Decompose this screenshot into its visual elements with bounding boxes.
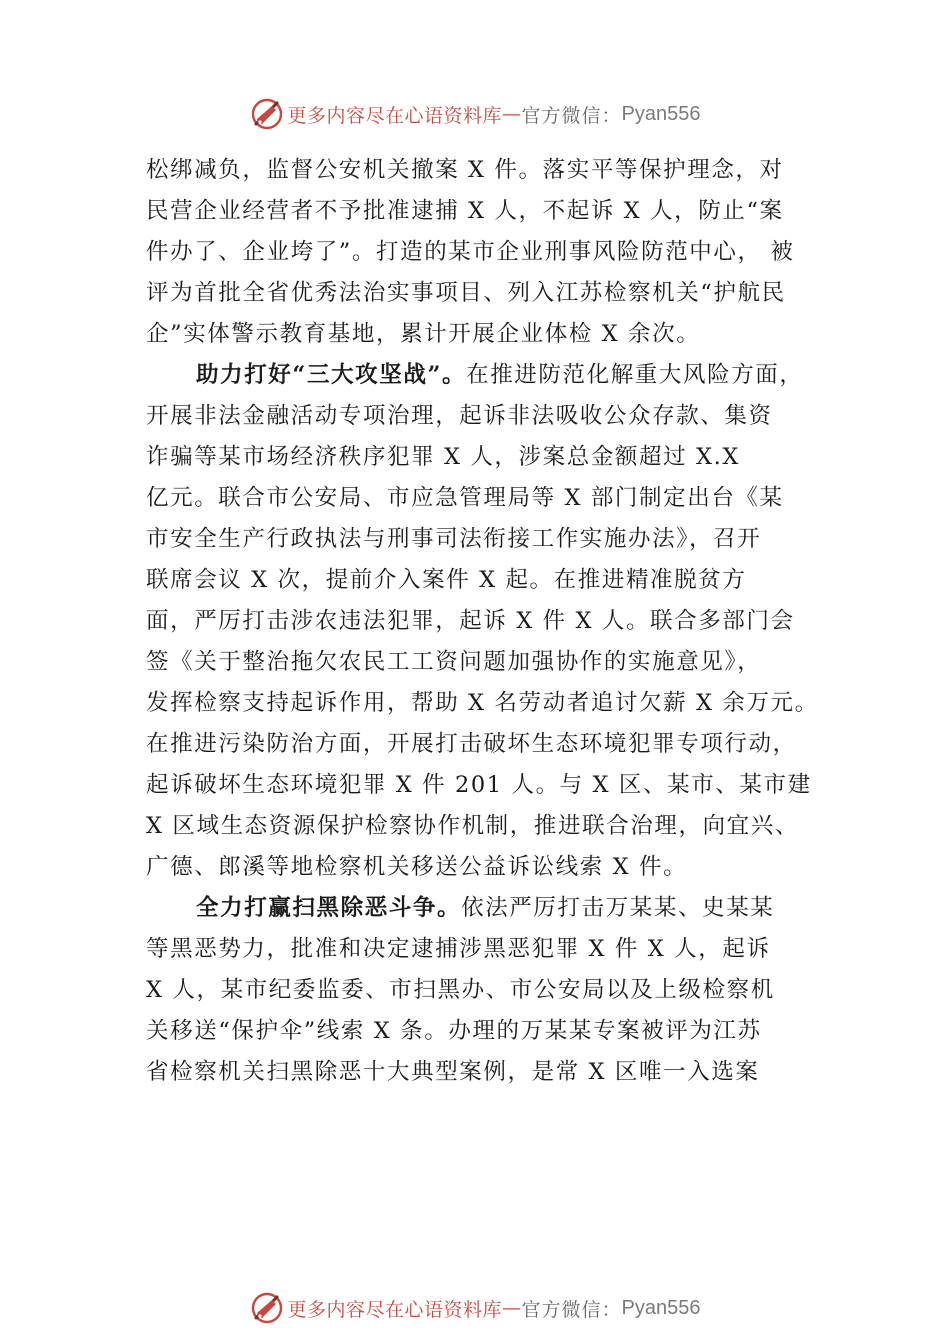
line-text: 省检察机关扫黑除恶十大典型案例，是常 X 区唯一入选案 [146,1059,760,1085]
line-text: X 人，某市纪委监委、市扫黑办、市公安局以及上级检察机 [146,977,775,1003]
banner-wechat-label: 官方微信： [521,104,622,127]
text-line [146,724,826,765]
text-line [146,355,826,396]
document-body [146,150,826,1093]
text-line [146,191,826,232]
line-text: 评为首批全省优秀法治实事项目、列入江苏检察机关“护航民 [146,280,786,306]
line-text: 在推进污染防治方面，开展打击破坏生态环境犯罪专项行动， [146,731,797,757]
banner-dash: — [502,103,522,125]
section-heading: 全力打赢扫黑除恶斗争。 [196,895,462,921]
text-line [146,642,826,683]
text-line [146,314,826,355]
banner-brand-text: 更多内容尽在心语资料库 [287,1298,503,1321]
header-banner [0,94,950,134]
text-line [146,560,826,601]
line-text: X 区域生态资源保护检察协作机制，推进联合治理，向宜兴、 [146,813,799,839]
line-text: 起诉破坏生态环境犯罪 X 件 201 人。与 X 区、某市、某市建 [146,772,812,798]
line-text: 件办了、企业垮了”。打造的某市企业刑事风险防范中心， 被 [146,239,795,265]
banner-brand-text: 更多内容尽在心语资料库 [287,104,503,127]
text-line [146,929,826,970]
line-text: 开展非法金融活动专项治理，起诉非法吸收公众存款、集资 [146,403,773,429]
line-text: 等黑恶势力，批准和决定逮捕涉黑恶犯罪 X 件 X 人，起诉 [146,936,771,962]
banner-dash: — [502,1297,522,1319]
text-line [146,437,826,478]
line-text: 市安全生产行政执法与刑事司法衔接工作实施办法》，召开 [146,526,762,552]
line-text: 发挥检察支持起诉作用，帮助 X 名劳动者追讨欠薪 X 余万元。 [146,690,819,716]
banner-wechat-id: Pyan556 [621,102,701,125]
text-line [146,970,826,1011]
line-text: 依法严厉打击万某某、史某某 [461,895,775,921]
text-line [146,273,826,314]
line-text: 亿元。联合市公安局、市应急管理局等 X 部门制定出台《某 [146,485,784,511]
line-text: 广德、郎溪等地检察机关移送公益诉讼线索 X 件。 [146,854,688,880]
text-line [146,683,826,724]
banner-wechat-id: Pyan556 [621,1296,701,1319]
section-heading: 助力打好“三大攻坚战”。 [196,362,467,388]
line-text: 签《关于整治拖欠农民工工资问题加强协作的实施意见》， [146,649,762,675]
line-text: 关移送“保护伞”线索 X 条。办理的万某某专案被评为江苏 [146,1018,762,1044]
text-line [146,806,826,847]
line-text: 诈骗等某市场经济秩序犯罪 X 人，涉案总金额超过 X.X [146,444,740,470]
line-text: 联席会议 X 次，提前介入案件 X 起。在推进精准脱贫方 [146,567,747,593]
text-line [146,601,826,642]
text-line [146,888,826,929]
text-line [146,232,826,273]
line-text: 在推进防范化解重大风险方面， [466,362,804,388]
pen-circle-logo-icon [250,1291,284,1325]
line-text: 面，严厉打击涉农违法犯罪，起诉 X 件 X 人。联合多部门会 [146,608,795,634]
line-text: 松绑减负，监督公安机关撤案 X 件。落实平等保护理念，对 [146,157,784,183]
text-line [146,847,826,888]
text-line [146,765,826,806]
pen-circle-logo-icon [250,97,284,131]
text-line [146,1052,826,1093]
text-line [146,519,826,560]
text-line [146,1011,826,1052]
line-text: 民营企业经营者不予批准逮捕 X 人，不起诉 X 人，防止“案 [146,198,784,224]
line-text: 企”实体警示教育基地，累计开展企业体检 X 余次。 [146,321,701,347]
banner-wechat-label: 官方微信： [521,1298,622,1321]
text-line [146,396,826,437]
footer-banner [0,1288,950,1328]
text-line [146,478,826,519]
text-line [146,150,826,191]
